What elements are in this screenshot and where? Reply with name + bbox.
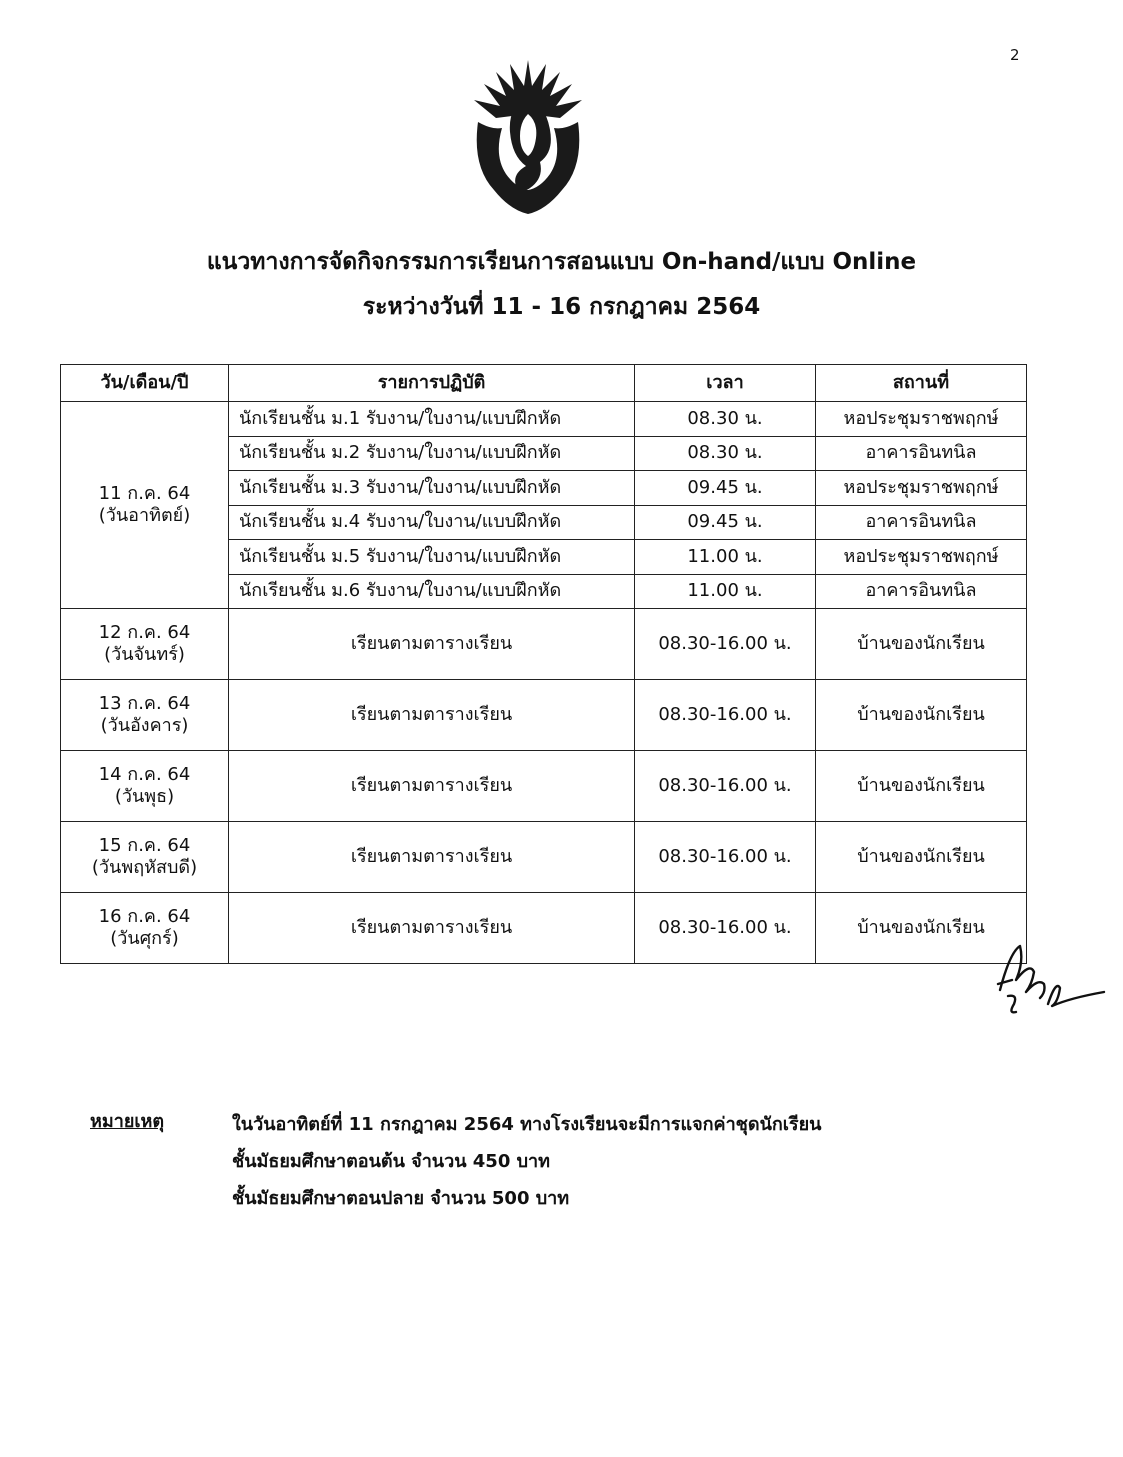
date-text: 16 ก.ค. 64 [98, 906, 191, 928]
activity-cell: เรียนตามตารางเรียน [229, 822, 635, 893]
activity-cell: เรียนตามตารางเรียน [229, 609, 635, 680]
weekday-text: (วันอาทิตย์) [98, 505, 191, 526]
place-cell: หอประชุมราชพฤกษ์ [816, 471, 1027, 506]
table-row [61, 822, 1027, 893]
table-row [61, 609, 1027, 680]
table-row [61, 751, 1027, 822]
date-text: 13 ก.ค. 64 [98, 693, 191, 715]
table-row [61, 402, 1027, 437]
time-cell: 08.30 น. [635, 402, 816, 437]
place-cell: อาคารอินทนิล [816, 505, 1027, 540]
date-text: 12 ก.ค. 64 [98, 622, 191, 644]
time-cell: 09.45 น. [635, 471, 816, 506]
header-place: สถานที่ [816, 365, 1027, 402]
activity-cell: นักเรียนชั้น ม.3 รับงาน/ใบงาน/แบบฝึกหัด [229, 471, 635, 506]
activity-cell: นักเรียนชั้น ม.1 รับงาน/ใบงาน/แบบฝึกหัด [229, 402, 635, 437]
date-cell [61, 402, 229, 609]
place-cell: บ้านของนักเรียน [816, 822, 1027, 893]
time-cell: 08.30 น. [635, 436, 816, 471]
place-cell: หอประชุมราชพฤกษ์ [816, 402, 1027, 437]
time-cell: 08.30-16.00 น. [635, 822, 816, 893]
place-cell: อาคารอินทนิล [816, 574, 1027, 609]
header-activity: รายการปฏิบัติ [229, 365, 635, 402]
date-cell [61, 609, 229, 680]
activity-cell: นักเรียนชั้น ม.2 รับงาน/ใบงาน/แบบฝึกหัด [229, 436, 635, 471]
place-cell: หอประชุมราชพฤกษ์ [816, 540, 1027, 575]
activity-cell: เรียนตามตารางเรียน [229, 751, 635, 822]
remark-line: ชั้นมัธยมศึกษาตอนปลาย จำนวน 500 บาท [232, 1188, 570, 1209]
weekday-text: (วันศุกร์) [110, 928, 179, 949]
weekday-text: (วันจันทร์) [104, 644, 185, 665]
remark-line: ชั้นมัธยมศึกษาตอนต้น จำนวน 450 บาท [232, 1151, 551, 1172]
activity-cell: นักเรียนชั้น ม.4 รับงาน/ใบงาน/แบบฝึกหัด [229, 505, 635, 540]
activity-cell: นักเรียนชั้น ม.6 รับงาน/ใบงาน/แบบฝึกหัด [229, 574, 635, 609]
date-cell [61, 680, 229, 751]
time-cell: 11.00 น. [635, 540, 816, 575]
activity-cell: เรียนตามตารางเรียน [229, 893, 635, 964]
time-cell: 08.30-16.00 น. [635, 893, 816, 964]
weekday-text: (วันอังคาร) [100, 715, 189, 736]
remark-label: หมายเหตุ [90, 1111, 165, 1132]
header-date: วัน/เดือน/ปี [61, 365, 229, 402]
date-text: 14 ก.ค. 64 [98, 764, 191, 786]
document-title: แนวทางการจัดกิจกรรมการเรียนการสอนแบบ On-hand/แบบ Online [206, 249, 917, 275]
school-emblem-icon [458, 56, 598, 216]
header-time: เวลา [635, 365, 816, 402]
signature-icon [990, 932, 1110, 1028]
date-cell [61, 751, 229, 822]
weekday-text: (วันพฤหัสบดี) [91, 857, 198, 878]
date-cell [61, 893, 229, 964]
date-text: 15 ก.ค. 64 [98, 835, 191, 857]
place-cell: บ้านของนักเรียน [816, 893, 1027, 964]
document-subtitle: ระหว่างวันที่ 11 - 16 กรกฎาคม 2564 [362, 294, 761, 320]
time-cell: 08.30-16.00 น. [635, 680, 816, 751]
time-cell: 08.30-16.00 น. [635, 751, 816, 822]
time-cell: 08.30-16.00 น. [635, 609, 816, 680]
place-cell: อาคารอินทนิล [816, 436, 1027, 471]
schedule-table [60, 364, 1027, 964]
table-header-row [61, 365, 1027, 402]
date-text: 11 ก.ค. 64 [98, 483, 191, 505]
remark-line: ในวันอาทิตย์ที่ 11 กรกฎาคม 2564 ทางโรงเรียนจะมีการแจกค่าชุดนักเรียน [232, 1114, 822, 1135]
activity-cell: นักเรียนชั้น ม.5 รับงาน/ใบงาน/แบบฝึกหัด [229, 540, 635, 575]
table-row [61, 893, 1027, 964]
activity-cell: เรียนตามตารางเรียน [229, 680, 635, 751]
weekday-text: (วันพุธ) [114, 786, 175, 807]
remark-lines [232, 1106, 1052, 1217]
table-row [61, 680, 1027, 751]
place-cell: บ้านของนักเรียน [816, 751, 1027, 822]
page-number: 2 [1010, 46, 1020, 64]
place-cell: บ้านของนักเรียน [816, 680, 1027, 751]
time-cell: 09.45 น. [635, 505, 816, 540]
time-cell: 11.00 น. [635, 574, 816, 609]
date-cell [61, 822, 229, 893]
place-cell: บ้านของนักเรียน [816, 609, 1027, 680]
